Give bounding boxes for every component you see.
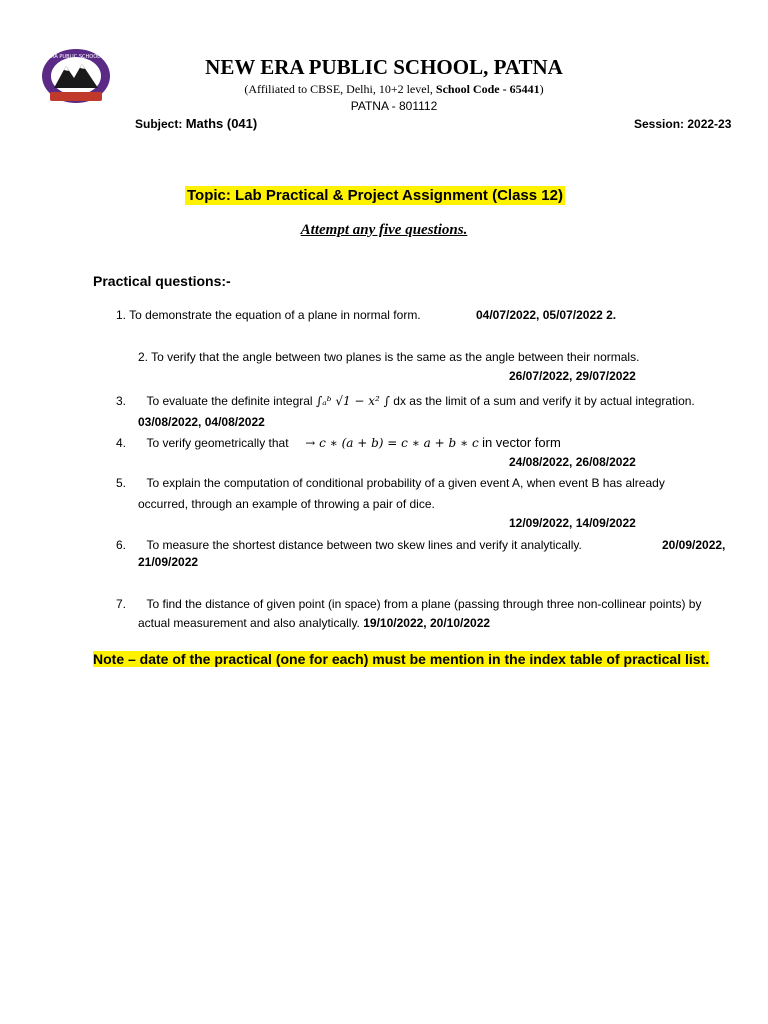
question-5-dates: 12/09/2022, 14/09/2022	[509, 516, 636, 530]
question-3-dates: 03/08/2022, 04/08/2022	[138, 415, 265, 429]
question-6-dates-a: 20/09/2022,	[662, 538, 726, 552]
affiliation-line: (Affiliated to CBSE, Delhi, 10+2 level, School Code - 65441)	[244, 82, 544, 96]
question-5-line2: occurred, through an example of throwing a pair of dice.	[138, 497, 435, 511]
question-1: 1. To demonstrate the equation of a plane in normal form.	[116, 308, 421, 322]
subject-line: Subject: Maths (041)	[135, 116, 258, 131]
school-name: NEW ERA PUBLIC SCHOOL, PATNA	[205, 55, 563, 79]
svg-text:NEW ERA PUBLIC SCHOOL PATNA: NEW ERA PUBLIC SCHOOL PATNA	[38, 54, 114, 60]
section-title: Practical questions:-	[93, 273, 231, 289]
city-pin: PATNA - 801112	[350, 99, 438, 113]
question-1-dates: 04/07/2022, 05/07/2022 2.	[476, 308, 617, 322]
question-4-dates: 24/08/2022, 26/08/2022	[509, 455, 636, 469]
question-7-line2: actual measurement and also analytically. 19/10/2022, 20/10/2022	[138, 616, 491, 630]
question-2-dates: 26/07/2022, 29/07/2022	[509, 369, 636, 383]
question-4: 4. To verify geometrically that → c ∗ (a + b) = c ∗ a + b ∗ c in vector form	[116, 435, 561, 450]
question-6-dates-b: 21/09/2022	[138, 555, 199, 569]
instruction: Attempt any five questions.	[300, 222, 468, 238]
question-3: 3. To evaluate the definite integral ∫ₐᵇ √1 − x² ∫ dx as the limit of a sum and verify it by actual integration.	[116, 394, 695, 408]
integral-expression: ∫ₐᵇ √1 − x² ∫	[315, 394, 390, 408]
question-2: 2. To verify that the angle between two planes is the same as the angle between their normals.	[138, 350, 640, 364]
topic-heading: Topic: Lab Practical & Project Assignment (Class 12)	[187, 187, 563, 204]
question-6: 6. To measure the shortest distance between two skew lines and verify it analytically.	[116, 538, 582, 552]
vector-expression: → c ∗ (a + b) = c ∗ a + b ∗ c	[305, 436, 479, 450]
question-7: 7. To find the distance of given point (in space) from a plane (passing through three non-collinear points) by	[116, 597, 702, 611]
note: Note – date of the practical (one for each) must be mention in the index table of practical list.	[93, 651, 710, 667]
session-line: Session: 2022-23	[634, 117, 732, 131]
question-5: 5. To explain the computation of conditional probability of a given event A, when event B has already	[116, 476, 665, 490]
